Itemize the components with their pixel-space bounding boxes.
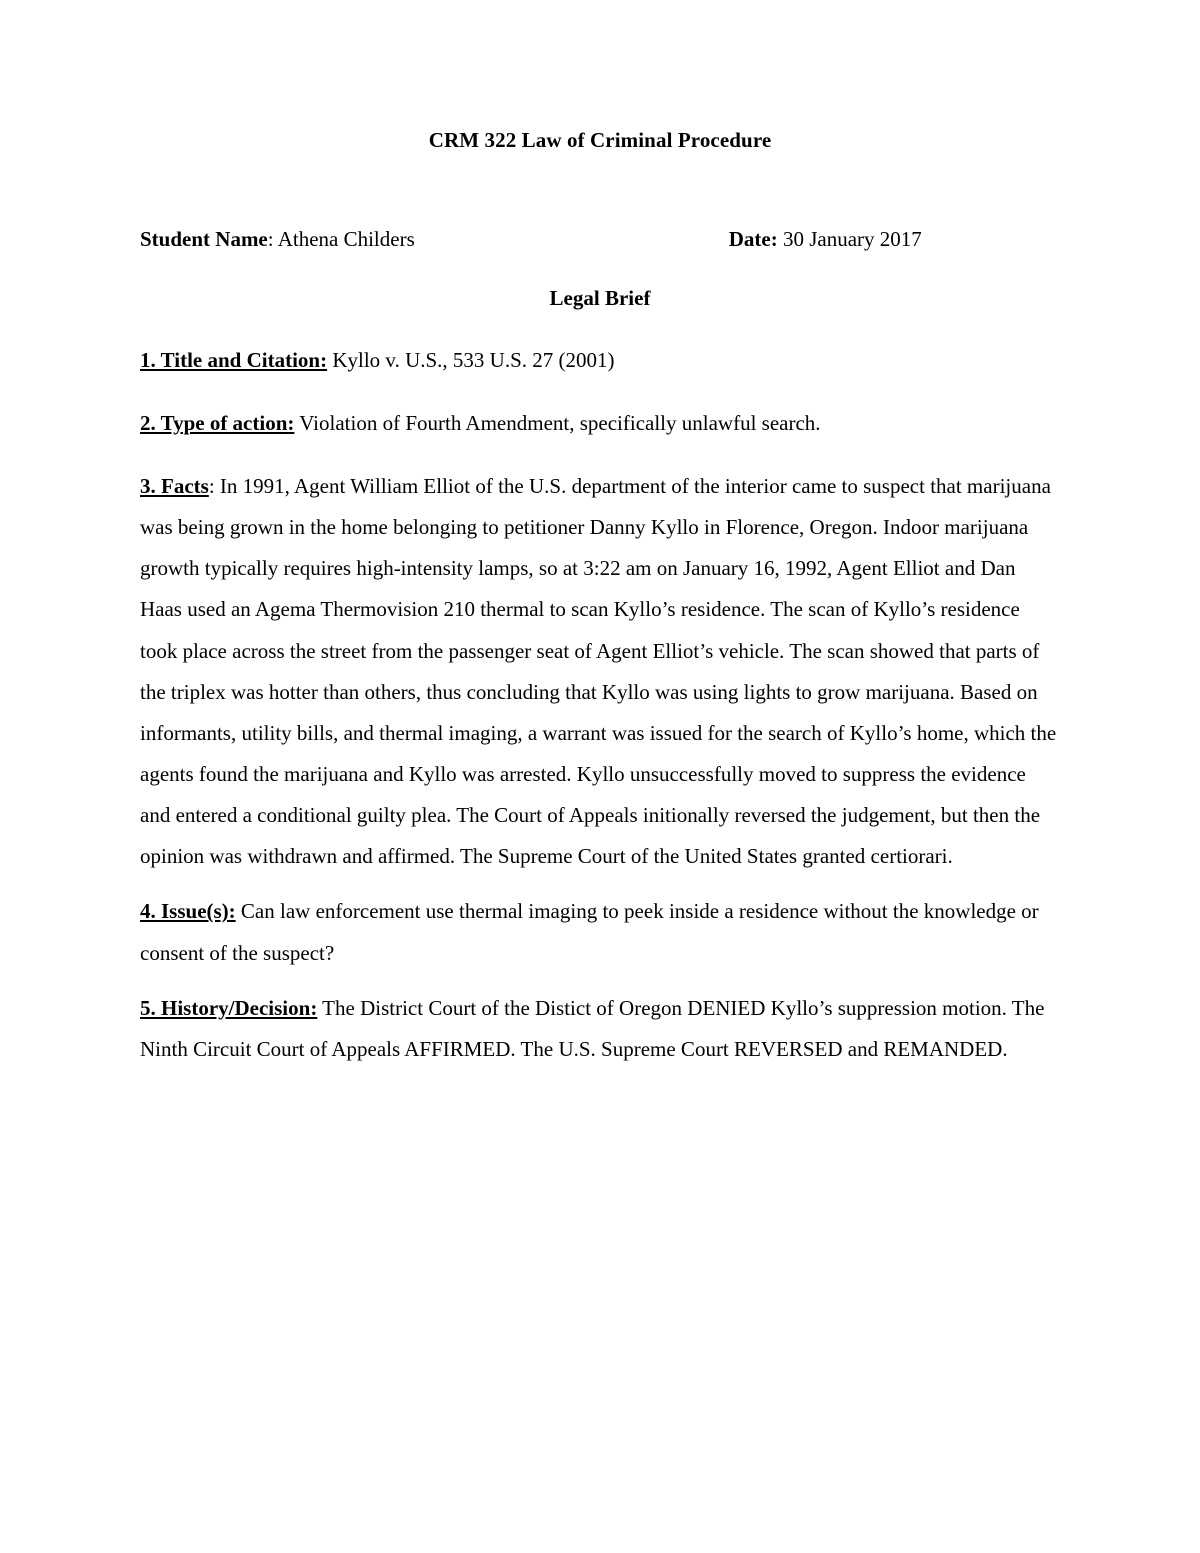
section-1-text: Kyllo v. U.S., 533 U.S. 27 (2001) xyxy=(327,347,615,372)
section-type-of-action xyxy=(140,403,1060,444)
legal-brief-heading: Legal Brief xyxy=(549,286,651,311)
section-1-label: 1. Title and Citation: xyxy=(140,347,328,372)
section-5-label: 5. History/Decision: xyxy=(140,995,318,1020)
student-meta-row xyxy=(140,227,1060,252)
section-4-text: Can law enforcement use thermal imaging to peek inside a residence without the knowledge or consent of the suspect? xyxy=(140,899,1039,965)
section-3-label: 3. Facts xyxy=(140,473,209,498)
date-value: 30 January 2017 xyxy=(777,227,922,252)
section-2-text: Violation of Fourth Amendment, specifically unlawful search. xyxy=(294,410,821,435)
section-history-decision xyxy=(140,988,1060,1070)
section-title-and-citation xyxy=(140,340,1060,381)
date-field xyxy=(729,227,922,252)
date-label: Date: xyxy=(728,227,778,252)
section-facts xyxy=(140,466,1060,878)
section-4-label: 4. Issue(s): xyxy=(140,899,236,924)
student-name-label: Student Name xyxy=(140,227,268,252)
page-title: CRM 322 Law of Criminal Procedure xyxy=(428,128,772,152)
section-2-label: 2. Type of action: xyxy=(140,410,295,435)
student-name-value: : Athena Childers xyxy=(267,227,415,252)
section-issues xyxy=(140,891,1060,973)
student-name-field xyxy=(140,227,415,252)
title-spacer xyxy=(140,153,1060,227)
section-3-text: : In 1991, Agent William Elliot of the U.S. department of the interior came to suspect that marijuana was being grown in the home belonging to petitioner Danny Kyllo in Florence, Oregon. Indoor marijuana growth typically requires high-intensity lamps, so at 3:22 am on January 16, 1992, Agent Elliot and Dan Haas used an Agema Thermovision 210 thermal to scan Kyllo’s residence. The scan of Kyllo’s residence took place across the street from the passenger seat of Agent Elliot’s vehicle. The scan showed that parts of the triplex was hotter than others, thus concluding that Kyllo was using lights to grow marijuana. Based on informants, utility bills, and thermal imaging, a warrant was issued for the search of Kyllo’s home, which the agents found the marijuana and Kyllo was arrested. Kyllo unsuccessfully moved to suppress the evidence and entered a conditional guilty plea. The Court of Appeals initionally reversed the judgement, but then the opinion was withdrawn and affirmed. The Supreme Court of the United States granted certiorari. xyxy=(140,473,1057,869)
section-5-text: The District Court of the Distict of Oregon DENIED Kyllo’s suppression motion. The Ninth Circuit Court of Appeals AFFIRMED. The U.S. Supreme Court REVERSED and REMANDED. xyxy=(140,995,1045,1061)
